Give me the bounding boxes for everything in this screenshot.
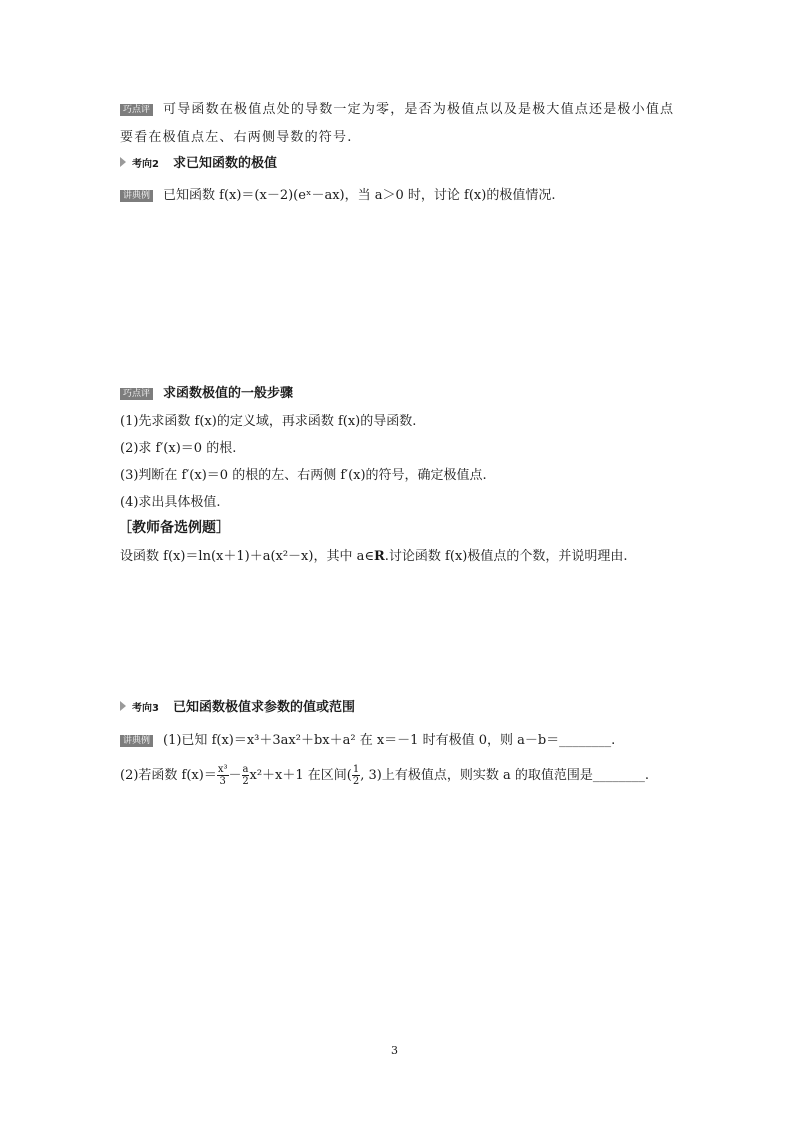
frac3-num: 1 [352,764,360,775]
note2-title: 求函数极值的一般步骤 [163,386,294,401]
fraction-1-over-2 [352,764,360,787]
note2-step: (3)判断在 f′(x)＝0 的根的左、右两侧 f′(x)的符号，确定极值点. [120,468,487,483]
frac1-den: 3 [219,776,226,787]
frac2-den: 2 [242,776,249,787]
example2-tag: 讲典例 [120,190,153,202]
teacher-text-before: 设函数 f(x)＝ln(x＋1)＋a(x²－x)，其中 a∈ [120,549,374,564]
section2-heading [120,155,277,174]
section2-tag: 考向2 [132,159,159,170]
note1-line1 [120,101,674,119]
teacher-text-after: .讨论函数 f(x)极值点的个数，并说明理由. [384,549,628,564]
q2-mid: x²＋x＋1 在区间( [249,768,352,783]
section2-title: 求已知函数的极值 [172,156,277,171]
example2-text: 已知函数 f(x)＝(x－2)(eˣ－ax)，当 a＞0 时，讨论 f(x)的极值情况. [163,188,556,203]
triangle-icon [120,157,126,167]
triangle-icon [120,701,126,711]
frac2-num: a [242,764,249,775]
example3-tag: 讲典例 [120,735,153,747]
frac3-den: 2 [352,776,360,787]
section3-title: 已知函数极值求参数的值或范围 [172,700,355,715]
note2-tag: 巧点评 [120,388,153,400]
example3-q1: (1)已知 f(x)＝x³＋3ax²＋bx＋a² 在 x＝－1 时有极值 0，则 a－b＝________. [163,733,616,748]
q2-post: , 3)上有极值点，则实数 a 的取值范围是________. [360,768,649,783]
note1-line2 [120,129,353,147]
note1-text1: 可导函数在极值点处的导数一定为零，是否为极值点以及是极大值点还是极小值点 [163,102,675,117]
fraction-x3-over-3 [217,764,229,787]
section3-tag: 考向3 [132,703,159,714]
note2-step: (2)求 f′(x)＝0 的根. [120,441,237,456]
example3-line2 [120,763,649,789]
q2-pre: (2)若函数 f(x)＝ [120,768,217,783]
section3-heading [120,699,355,718]
teacher-text-bold: R [373,549,385,564]
note1-tag: 巧点评 [120,104,153,116]
example3-line1 [120,732,615,750]
example2-line [120,187,555,205]
note2-heading [120,385,293,403]
teacher-text [120,548,627,566]
teacher-heading: ［教师备选例题］ [118,520,230,536]
frac1-num: x³ [217,764,228,775]
q2-minus: － [228,768,242,783]
note2-step: (4)求出具体极值. [120,495,221,510]
note2-step: (1)先求函数 f(x)的定义域，再求函数 f(x)的导函数. [120,414,417,429]
note1-text2: 要看在极值点左、右两侧导数的符号. [120,130,353,145]
page-number: 3 [391,1044,398,1057]
